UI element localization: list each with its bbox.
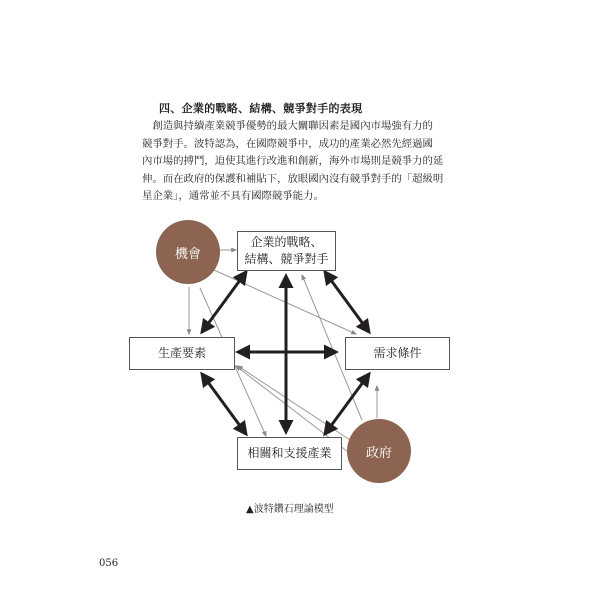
section-heading: 四、企業的戰略、結構、競爭對手的表現 <box>159 102 363 115</box>
government-circle <box>347 419 411 483</box>
strategy-factor-arrow <box>202 272 246 332</box>
factor-related-arrow <box>202 374 246 434</box>
paragraph-line: 競爭對手。波特認為，在國際競爭中，成功的產業必然先經過國 <box>142 137 433 150</box>
factor-label: 生產要素 <box>157 346 206 360</box>
paragraph-line: 創造與持續產業競爭優勢的最大關聯因素是國內市場強有力的 <box>142 120 433 132</box>
related-label: 相關和支援產業 <box>247 446 332 460</box>
factor-box <box>129 337 235 370</box>
strategy-label-line2: 結構、競爭對手 <box>244 252 329 266</box>
government-to-factor-line <box>238 366 350 440</box>
government-label: 政府 <box>365 445 392 461</box>
page-number: 056 <box>99 558 119 569</box>
chance-label: 機會 <box>174 246 201 262</box>
demand-label: 需求條件 <box>373 346 422 360</box>
paragraph-line: 伸。而在政府的保護和補貼下，放眼國內沒有競爭對手的「超級明 <box>142 172 444 185</box>
related-industries-box <box>237 437 342 470</box>
paragraph-line: 內市場的搏鬥，迫使其進行改進和創新，海外市場則是競爭力的延 <box>142 155 444 168</box>
strategy-box <box>237 231 336 271</box>
strategy-label-line1: 企業的戰略、 <box>250 235 323 249</box>
figure-caption: ▲波特鑽石理論模型 <box>246 504 334 515</box>
chance-circle <box>156 220 220 284</box>
paragraph-line: 星企業」，通常並不具有國際競爭能力。 <box>142 190 324 203</box>
demand-box <box>345 337 450 370</box>
